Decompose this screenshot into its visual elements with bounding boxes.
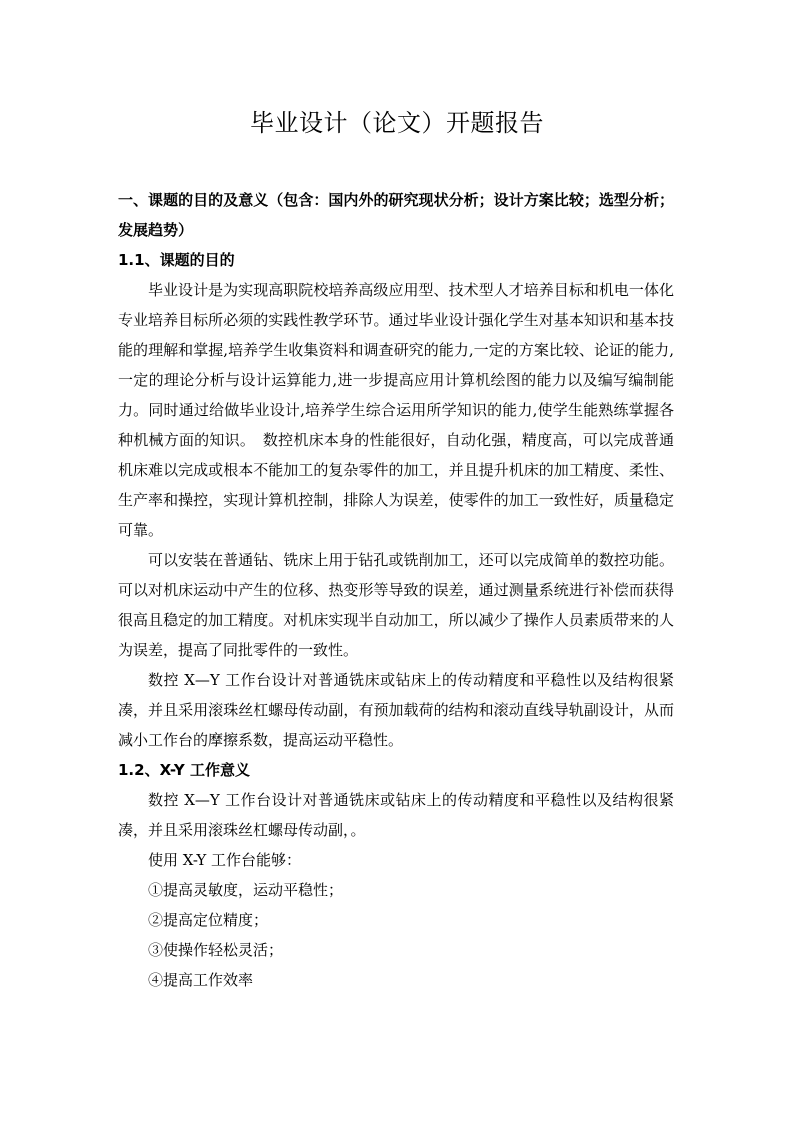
page-title: 毕业设计（论文）开题报告	[250, 109, 544, 137]
list-item: ③使操作轻松灵活；	[148, 941, 284, 959]
paragraph-purpose-1: 毕业设计是为实现高职院校培养高级应用型、技术型人才培养目标和机电一体化专业培养目标所必须的实践性教学环节。通过毕业设计强化学生对基本知识和基本技能的理解和掌握,培养学生收集资料和调查研究的能力,一定的方案比较、论证的能力,一定的理论分析与设计运算能力,进一步提高应用计算机绘图的能力以及编写编制能力。同时通过给做毕业设计,培养学生综合运用所学知识的能力,使学生能熟练掌握各种机械方面的知识。 数控机床本身的性能很好，自动化强，精度高，可以完成普通机床难以完成或根本不能加工的复杂零件的加工，并且提升机床的加工精度、柔性、生产率和操控，实现计算机控制，排除人为误差，使零件的加工一致性好，质量稳定可靠。	[118, 281, 674, 539]
list-item: ④提高工作效率	[148, 971, 254, 989]
subsection-heading-significance: 1.2、X-Y 工作意义	[118, 761, 251, 779]
paragraph-purpose-3: 数控 X—Y 工作台设计对普通铣床或钻床上的传动精度和平稳性以及结构很紧凑，并且采用滚珠丝杠螺母传动副，有预加载荷的结构和滚动直线导轨副设计，从而减小工作台的摩擦系数，提高运动平稳性。	[118, 671, 674, 749]
document-body	[118, 185, 674, 995]
subsection-heading-purpose: 1.1、课题的目的	[118, 251, 235, 269]
list-intro: 使用 X-Y 工作台能够：	[148, 851, 302, 869]
paragraph-purpose-2: 可以安装在普通钻、铣床上用于钻孔或铣削加工，还可以完成简单的数控功能。可以对机床运动中产生的位移、热变形等导致的误差，通过测量系统进行补偿而获得很高且稳定的加工精度。对机床实现半自动加工，所以减少了操作人员素质带来的人为误差，提高了同批零件的一致性。	[118, 551, 674, 659]
list-item: ①提高灵敏度，运动平稳性；	[148, 881, 344, 899]
list-item: ②提高定位精度；	[148, 911, 269, 929]
paragraph-significance-1: 数控 X—Y 工作台设计对普通铣床或钻床上的传动精度和平稳性以及结构很紧凑，并且采用滚珠丝杠螺母传动副，。	[118, 791, 674, 839]
section-heading: 一、课题的目的及意义（包含：国内外的研究现状分析；设计方案比较；选型分析；发展趋势）	[118, 191, 674, 239]
